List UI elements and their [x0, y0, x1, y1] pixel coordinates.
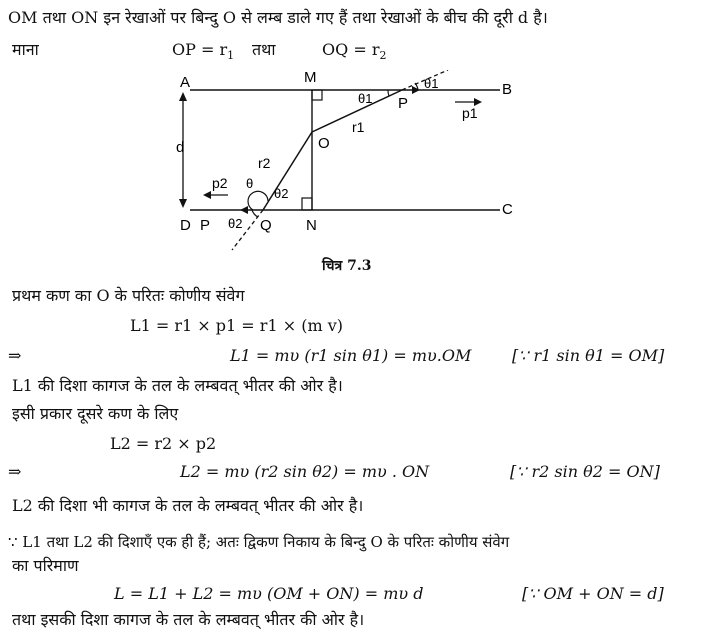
dc-arrow-head [240, 206, 248, 214]
oq-eq-text: OQ = r [322, 40, 380, 59]
angular-momentum-first-heading: प्रथम कण का O के परितः कोणीय संवेग [12, 286, 245, 305]
eq-total-reason: [∵ OM + ON = d] [522, 584, 664, 603]
label-b: B [502, 81, 513, 98]
label-theta1-p: θ1 [358, 91, 373, 106]
same-direction-line-2: का परिमाण [12, 556, 79, 575]
implies-1: ⇒ [8, 346, 22, 365]
intro-tatha: तथा [252, 40, 276, 59]
label-theta1-ext: θ1 [424, 76, 439, 91]
intro-oq-equation [322, 40, 386, 66]
intro-mana: माना [12, 40, 39, 59]
implies-2: ⇒ [8, 462, 22, 481]
label-o: O [318, 135, 330, 152]
theta1-arc-p [388, 90, 389, 96]
label-r2: r2 [258, 155, 271, 171]
second-particle-heading: इसी प्रकार दूसरे कण के लिए [12, 404, 179, 423]
label-p-bottom: P [200, 217, 211, 234]
op-eq-text: OP = r [172, 40, 228, 59]
d-arrow-head-bottom [179, 199, 187, 208]
l1-direction: L1 की दिशा कागज के तल के लम्बवत् भीतर की ओर है। [12, 376, 343, 395]
theta2-arc-bottom [252, 210, 258, 217]
eq-l2-reason: [∵ r2 sin θ2 = ON] [510, 462, 660, 481]
right-angle-m [312, 90, 322, 100]
label-p2: p2 [212, 175, 228, 191]
p2-arrow-head [203, 191, 211, 199]
label-theta2-bottom: θ2 [228, 216, 243, 231]
label-d-point: D [180, 217, 191, 234]
eq-l1-reason: [∵ r1 sin θ1 = OM] [512, 346, 665, 365]
right-angle-n [302, 198, 312, 210]
label-a: A [180, 74, 191, 91]
eq-l1-scalar: L1 = mυ (r1 sin θ1) = mυ.OM [230, 346, 472, 365]
ab-arrow-head [412, 86, 420, 94]
d-arrow-head-top [179, 92, 187, 101]
label-n: N [306, 217, 317, 234]
figure-7-3 [0, 70, 718, 270]
label-c: C [502, 201, 513, 218]
op-eq-sub: 1 [227, 49, 235, 62]
eq-l2-scalar: L2 = mυ (r2 sin θ2) = mυ . ON [180, 462, 430, 481]
eq-l1-vector: L1 = r1 × p1 = r1 × (m v) [130, 316, 343, 335]
same-direction-line-1: ∵ L1 तथा L2 की दिशाएँ एक ही हैं; अतः द्विकण निकाय के बिन्दु O के परितः कोणीय संवेग [8, 533, 510, 551]
label-d: d [176, 139, 185, 156]
label-q: Q [260, 217, 272, 234]
final-direction: तथा इसकी दिशा कागज के तल के लम्बवत् भीतर की ओर है। [12, 610, 365, 629]
intro-line-1: OM तथा ON इन रेखाओं पर बिन्दु O से लम्ब डाले गए हैं तथा रेखाओं के बीच की दूरी d है। [8, 8, 548, 27]
label-theta2-q: θ2 [274, 186, 289, 201]
label-p1: p1 [462, 105, 478, 121]
label-theta: θ [246, 176, 254, 191]
intro-op-equation [172, 40, 234, 66]
label-m: M [304, 70, 317, 86]
label-r1: r1 [352, 119, 365, 135]
oq-eq-sub: 2 [379, 49, 387, 62]
eq-total: L = L1 + L2 = mυ (OM + ON) = mυ d [114, 584, 424, 603]
l2-direction: L2 की दिशा भी कागज के तल के लम्बवत् भीतर की ओर है। [12, 496, 364, 515]
eq-l2-vector: L2 = r2 × p2 [110, 434, 217, 453]
figure-caption: चित्र 7.3 [322, 258, 372, 274]
label-p-top: P [398, 95, 409, 112]
